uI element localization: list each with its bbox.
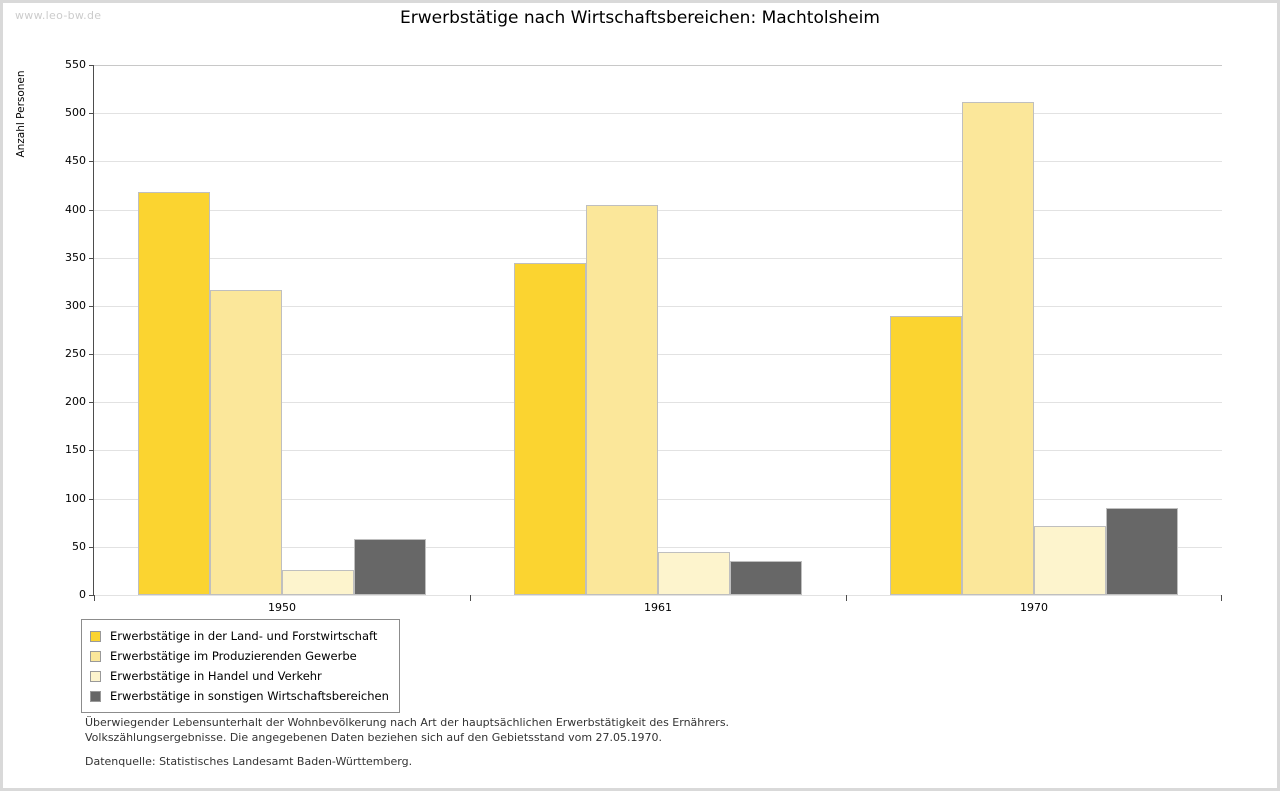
bar[interactable] (354, 539, 426, 595)
y-tick-label: 200 (65, 395, 86, 409)
y-tick-label: 0 (79, 588, 86, 601)
y-tick-label: 300 (65, 298, 86, 312)
bar[interactable] (586, 205, 658, 595)
plot-area (65, 58, 1222, 614)
y-tick-label: 400 (65, 202, 86, 216)
x-tick-mark (1221, 595, 1222, 601)
legend-swatch-icon (90, 631, 101, 642)
y-tick-label: 550 (65, 58, 86, 71)
y-tick-mark (89, 161, 94, 162)
y-tick-mark (89, 354, 94, 355)
legend-item[interactable] (90, 626, 389, 646)
legend-item[interactable] (90, 666, 389, 686)
data-source: Datenquelle: Statistisches Landesamt Baden-Württemberg. (85, 755, 413, 768)
bar-group (138, 65, 426, 595)
y-tick-label: 50 (72, 539, 86, 553)
y-tick-label: 500 (65, 106, 86, 120)
gridline (94, 595, 1222, 596)
x-tick-mark (94, 595, 95, 601)
bar[interactable] (1034, 526, 1106, 595)
y-axis-label: Anzahl Personen (15, 70, 27, 158)
bar-group (890, 65, 1178, 595)
bar[interactable] (730, 561, 802, 595)
y-tick-mark (89, 65, 94, 66)
legend-item-label: Erwerbstätige in sonstigen Wirtschaftsbereichen (110, 689, 389, 703)
x-tick-label: 1970 (1020, 601, 1048, 614)
y-tick-mark (89, 547, 94, 548)
y-tick-mark (89, 450, 94, 451)
bar[interactable] (890, 316, 962, 595)
y-tick-mark (89, 210, 94, 211)
legend-item[interactable] (90, 686, 389, 706)
bar[interactable] (658, 552, 730, 595)
x-tick-label: 1961 (644, 601, 672, 614)
bar[interactable] (514, 263, 586, 595)
y-tick-label: 150 (65, 443, 86, 457)
y-tick-mark (89, 113, 94, 114)
legend-item-label: Erwerbstätige in Handel und Verkehr (110, 669, 322, 683)
y-tick-mark (89, 402, 94, 403)
y-tick-mark (89, 499, 94, 500)
y-tick-label: 450 (65, 154, 86, 168)
y-tick-label: 100 (65, 491, 86, 505)
footnote-line-1: Überwiegender Lebensunterhalt der Wohnbevölkerung nach Art der hauptsächlichen Erwerbstätigkeit des Ernährers. (85, 716, 730, 729)
y-tick-label: 350 (65, 250, 86, 264)
bar[interactable] (210, 290, 282, 595)
legend-item-label: Erwerbstätige im Produzierenden Gewerbe (110, 649, 357, 663)
bar[interactable] (1106, 508, 1178, 595)
bar-group (514, 65, 802, 595)
legend-item[interactable] (90, 646, 389, 666)
legend-swatch-icon (90, 651, 101, 662)
bar[interactable] (962, 102, 1034, 595)
y-tick-mark (89, 306, 94, 307)
legend-item-label: Erwerbstätige in der Land- und Forstwirtschaft (110, 629, 378, 643)
bar[interactable] (282, 570, 354, 595)
bar[interactable] (138, 192, 210, 595)
x-tick-mark (470, 595, 471, 601)
y-tick-mark (89, 258, 94, 259)
x-tick-mark (846, 595, 847, 601)
footnote-block (85, 715, 729, 745)
legend (81, 619, 400, 713)
y-tick-label: 250 (65, 347, 86, 361)
page-title: Erwerbstätige nach Wirtschaftsbereichen: Machtolsheim (400, 8, 880, 28)
legend-swatch-icon (90, 671, 101, 682)
footnote-line-2: Volkszählungsergebnisse. Die angegebenen Daten beziehen sich auf den Gebietsstand vom 27.05.1970. (85, 731, 663, 744)
legend-swatch-icon (90, 691, 101, 702)
x-tick-label: 1950 (268, 601, 296, 614)
watermark-text: www.leo-bw.de (15, 9, 102, 22)
